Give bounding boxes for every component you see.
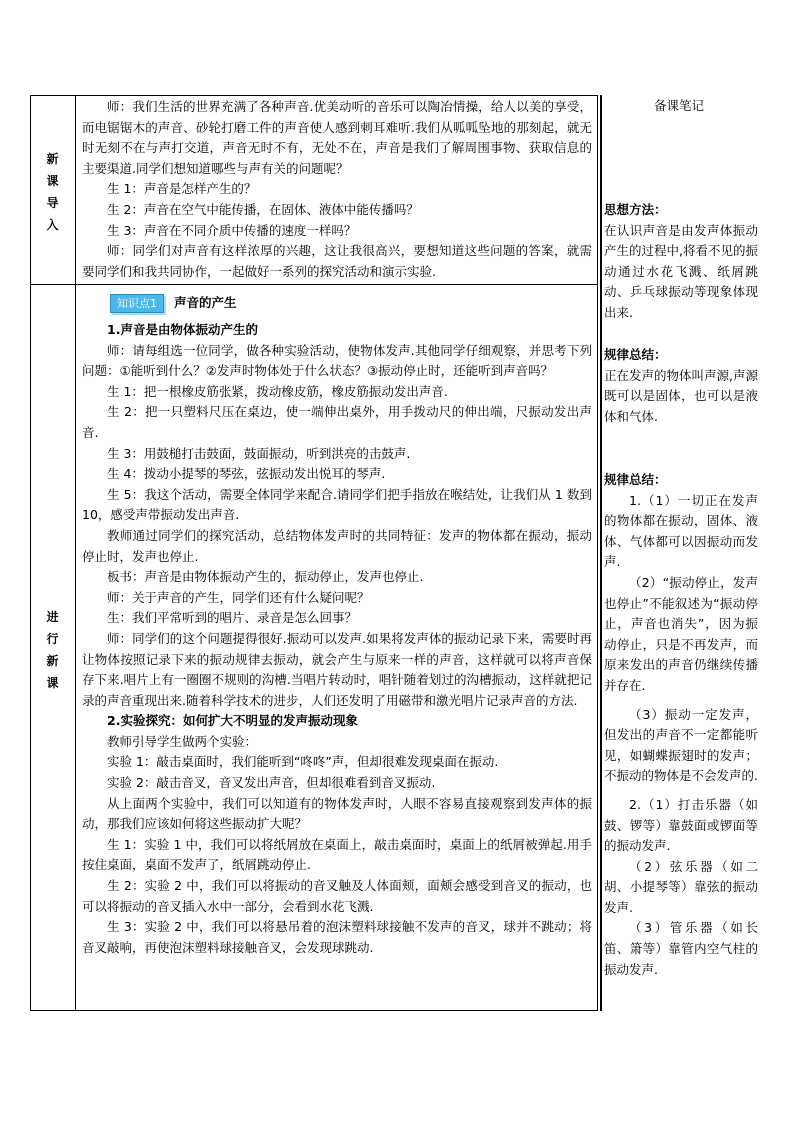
label-char: 新 [46,152,59,166]
knowledge-point-badge: 知识点1 [110,294,164,313]
lesson-paragraph: 生 1：把一根橡皮筋张紧，拨动橡皮筋，橡皮筋振动发出声音. [107,383,448,399]
section-heading: 1.声音是由物体振动产生的 [107,322,258,337]
notes-rule2-item: （3）管乐器（如长笛、箫等）靠管内空气柱的振动发声. [604,920,758,977]
notes-rule1 [604,345,758,427]
lesson-paragraph: 教师引导学生做两个实验： [107,733,258,749]
lesson-paragraph: 生 3：实验 2 中，我们可以将悬吊着的泡沫塑料球接触不发声的音叉，球并不跳动；将音叉敲响，再使泡沫塑料球接触音叉，会发现球跳动. [82,919,592,955]
intro-paragraph: 生 3：声音在不同介质中传播的速度一样吗？ [107,222,357,238]
lesson-paragraph: 教师通过同学们的探究活动，总结物体发声时的共同特征：发声的物体都在振动，振动停止时，发声也停止. [82,527,592,564]
lesson-paragraph: 实验 1：敲击桌面时，我们能听到“咚咚”声，但却很难发现桌面在振动. [107,754,499,770]
lesson-paragraph: 生：我们平常听到的唱片、录音是怎么回事？ [107,610,358,626]
lesson-paragraph: 生 4：拨动小提琴的琴弦，弦振动发出悦耳的琴声. [107,466,386,482]
table-column-divider [75,95,76,1011]
notes-rule2-item: 1.（1）一切正在发声的物体都在振动，固体、液体、气体都可以因振动而发声. [604,492,758,570]
lesson-paragraph: 师：关于声音的产生，同学们还有什么疑问呢？ [107,589,370,605]
notes-method-text: 在认识声音是由发声体振动产生的过程中,将看不见的振动通过水花飞溅、纸屑跳动、乒乓球振动等现象体现出来. [604,222,758,320]
lesson-paragraph: 生 3：用鼓槌打击鼓面，鼓面振动，听到洪亮的击鼓声. [107,445,411,461]
intro-cell [82,97,592,282]
label-char: 行 [46,632,59,646]
label-char: 新 [46,654,59,668]
section-heading: 2.实验探究：如何扩大不明显的发声振动现象 [107,713,358,729]
lesson-paragraph: 从上面两个实验中，我们可以知道有的物体发声时，人眼不容易直接观察到发声体的振动，那我们应该如何将这些振动扩大呢？ [82,795,592,832]
label-char: 入 [46,218,59,232]
notes-rule1-text: 正在发声的物体叫声源,声源既可以是固体，也可以是液体和气体. [604,367,758,424]
intro-paragraph: 师：我们生活的世界充满了各种声音.优美动听的音乐可以陶冶情操，给人以美的享受，而电锯锯木的声音、砂轮打磨工件的声音使人感到刺耳难听.我们从呱呱坠地的那刻起，就无时无刻不在与声打交道，声音无时不有，无处不在，声音是我们了解周围事物、获取信息的主要渠道.同学们想知道哪些与声有关的问题呢？ [82,99,592,176]
lesson-paragraph: 生 2：把一只塑料尺压在桌边，使一端伸出桌外，用手拨动尺的伸出端，尺振动发出声音. [82,404,592,440]
notes-rule2-item: （2）“振动停止，发声也停止”不能叙述为“振动停止，声音也消失”，因为振动停止，只是不再发声，而原来发出的声音仍继续传播并存在. [604,574,758,693]
label-char: 进 [46,610,59,624]
notes-heading: 备课笔记 [653,98,704,113]
label-char: 导 [46,196,59,210]
notes-divider [600,95,602,1011]
row-label-new-lesson [30,606,75,694]
notes-rule2-item: （2）弦乐器（如二胡、小提琴等）靠弦的振动发声. [604,858,758,915]
row-label-intro [30,148,75,236]
notes-method [604,200,758,324]
notes-rule2-item: （3）振动一定发声，但发出的声音不一定都能听见，如蝴蝶振翅时的发声；不振动的物体是不会发声的. [604,706,758,784]
intro-paragraph: 生 1：声音是怎样产生的？ [107,181,257,197]
lesson-paragraph: 实验 2：敲击音叉，音叉发出声音，但却很难看到音叉振动. [107,775,436,791]
lesson-paragraph: 师：同学们的这个问题提得很好.振动可以发声.如果将发声体的振动记录下来，需要时再让物体按照记录下来的振动规律去振动，就会产生与原来一样的声音，这样就可以将声音保存下来.唱片上有一圈圈不规则的沟槽.当唱片转动时，唱针随着划过的沟槽振动，这样就把记录的声音重现出来.随着科学技术的进步，人们还发明了用磁带和激光唱片记录声音的方法. [82,630,592,708]
notes-rule2 [604,470,758,980]
notes-rule2-item: 2.（1）打击乐器（如鼓、锣等）靠鼓面或锣面等的振动发声. [604,796,758,854]
knowledge-point-header [110,292,592,314]
new-lesson-cell [82,292,592,958]
lesson-paragraph: 生 1：实验 1 中，我们可以将纸屑放在桌面上，敲击桌面时，桌面上的纸屑被弹起.用手按住桌面，桌面不发声了，纸屑跳动停止. [82,836,592,873]
label-char: 课 [46,174,59,188]
lesson-paragraph: 生 5：我这个活动，需要全体同学来配合.请同学们把手指放在喉结处，让我们从 1 数到 10，感受声带振动发出声音. [82,486,592,523]
intro-paragraph: 师：同学们对声音有这样浓厚的兴趣，这让我很高兴，要想知道这些问题的答案，就需要同学们和我共同协作，一起做好一系列的探究活动和演示实验. [82,243,592,279]
lesson-paragraph: 板书：声音是由物体振动产生的，振动停止，发声也停止. [107,569,424,585]
intro-paragraph: 生 2：声音在空气中能传播，在固体、液体中能传播吗？ [107,201,419,217]
lesson-paragraph: 师：请每组选一位同学，做各种实验活动，使物体发声.其他同学仔细观察，并思考下列问题：①能听到什么？②发声时物体处于什么状态？③振动停止时，还能听到声音吗？ [82,342,592,379]
notes-rule1-title: 规律总结： [604,347,667,362]
lesson-paragraph: 生 2：实验 2 中，我们可以将振动的音叉触及人体面颊，面颊会感受到音叉的振动，也可以将振动的音叉插入水中一部分，会看到水花飞溅. [82,878,592,914]
notes-method-title: 思想方法： [604,202,667,217]
notes-rule2-title: 规律总结： [604,472,667,487]
table-row-divider [30,284,598,285]
knowledge-point-title: 声音的产生 [174,294,237,310]
label-char: 课 [46,676,59,690]
